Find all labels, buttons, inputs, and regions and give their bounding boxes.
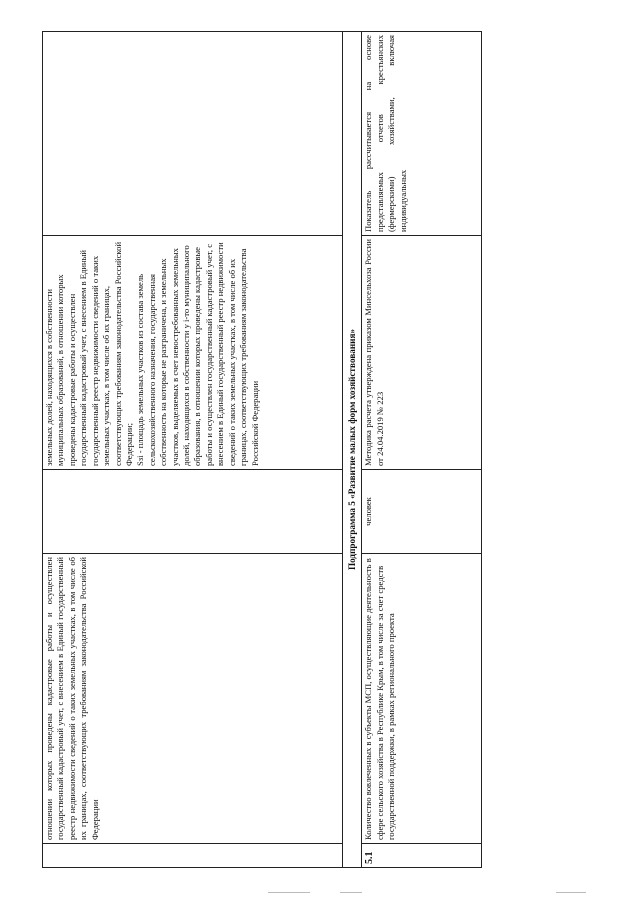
- scan-mark: [556, 892, 586, 893]
- cell-indicator-name: Количество вовлеченных в субъекты МСП, осуществляющие деятельность в сфере сельского хозяйства в Республике Крым, в том числе за счет средств государственной поддержки, в рамках регионального проекта: [362, 554, 482, 844]
- table-row-continuation: [43, 32, 343, 868]
- table-row-5-1: [362, 32, 482, 868]
- indicators-table: [42, 31, 482, 868]
- cell-data-source: Показатель рассчитывается на основе представляемых отчетов крестьянских (фермерскими) хозяйствами, включая индивидуальных: [362, 32, 482, 236]
- cell-unit: человек: [362, 470, 482, 554]
- cell-number: [43, 844, 343, 868]
- subprogram-heading: Подпрограмма 5 «Развитие малых форм хозяйствования»: [343, 32, 362, 868]
- cell-data-source: [43, 32, 343, 236]
- cell-unit: [43, 470, 343, 554]
- scan-artifacts: [0, 892, 640, 900]
- scan-mark: [268, 892, 310, 893]
- rotated-page-content: [42, 32, 590, 868]
- cell-number: 5.1: [362, 844, 482, 868]
- scanned-page: [42, 32, 590, 868]
- cell-calculation-method: Методика расчета утверждена приказом Минсельхоза России от 24.04.2019 № 223: [362, 236, 482, 470]
- scan-mark: [340, 892, 362, 893]
- method-paragraph-1: земельных долей, находящихся в собственности муниципальных образований, в отношении которых проведены кадастровые работы и осуществлен государственный кадастровый учет, с внесением в Единый государственный реестр недвижимости сведений о таких земельных участках, в том числе об их границах, соответствующих требованиям законодательства Российской Федерации;: [44, 241, 134, 466]
- subprogram-row: [343, 32, 362, 868]
- cell-indicator-name: отношении которых проведены кадастровые работы и осуществлен государственный кадастровый учет, с внесением в Единый государственный реестр недвижимости сведений о таких земельных участках, в том числе об их границах, соответствующих требованиям законодательства Российской Федерации: [43, 554, 343, 844]
- cell-calculation-method: [43, 236, 343, 470]
- method-paragraph-2: Sзi - площадь земельных участков из состава земель сельскохозяйственного назначения, государственная собственность на которые не разграничена, и земельных участков, выделяемых в счет невостребованных земельных долей, находящихся в собственности у i-то муниципального образования, в отношении которых проведены кадастровые работы и осуществлен государственный кадастровый учет, с внесением в Единый государственный реестр недвижимости сведений о таких земельных участках, в том числе об их границах, соответствующих требованиям законодательства Российской Федерации: [135, 242, 260, 466]
